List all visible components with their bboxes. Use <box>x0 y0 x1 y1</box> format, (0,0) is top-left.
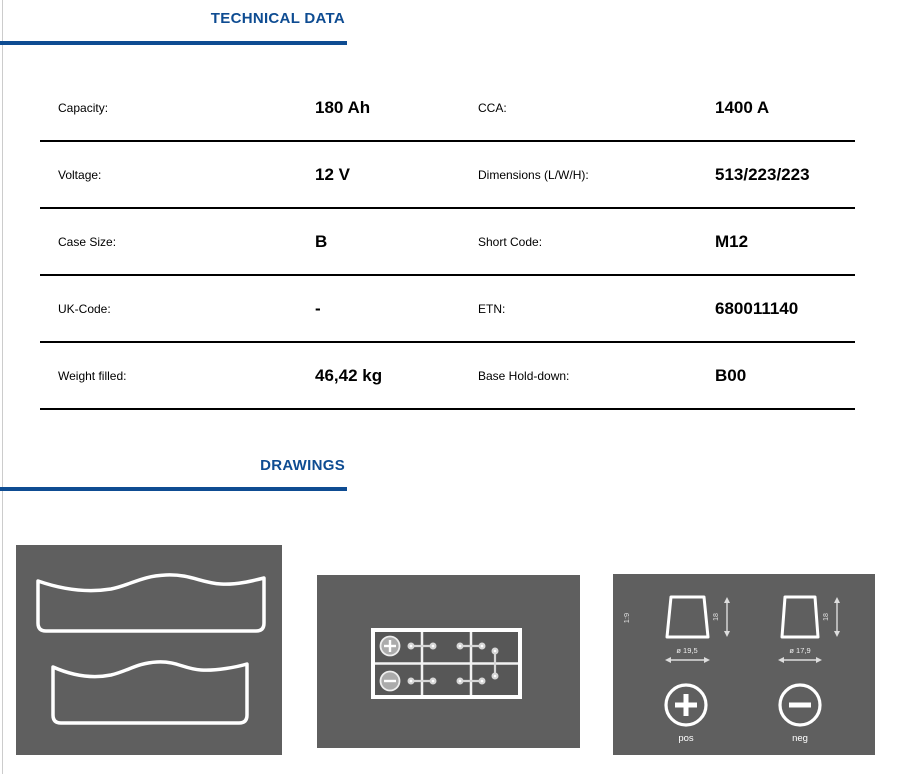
table-row <box>40 209 855 276</box>
spec-table <box>40 75 855 410</box>
pos-diameter-dimension-icon <box>665 657 710 663</box>
drawing-side-view-panel <box>16 545 282 755</box>
table-row <box>40 276 855 343</box>
battery-top-view-icon <box>317 575 580 748</box>
technical-data-underline <box>0 41 347 45</box>
spec-value: 46,42 kg <box>315 365 383 385</box>
table-row <box>40 75 855 142</box>
spec-value: 513/223/223 <box>715 164 810 184</box>
neg-label: neg <box>792 733 808 744</box>
drawings-underline <box>0 487 347 491</box>
plus-terminal-icon <box>381 637 400 656</box>
minus-terminal-icon <box>381 672 400 691</box>
drawing-terminals-panel <box>613 574 875 755</box>
pos-diameter-label: ø 19,5 <box>676 646 698 655</box>
spec-label: Weight filled: <box>58 368 127 383</box>
neg-diameter-label: ø 17,9 <box>789 646 811 655</box>
spec-value: 1400 A <box>715 97 770 117</box>
neg-height-dimension-icon <box>834 597 840 637</box>
pos-polarity-icon <box>666 685 706 725</box>
pos-height-label: 18 <box>713 613 720 621</box>
spec-value: B <box>315 231 328 251</box>
drawing-top-view-panel <box>317 575 580 748</box>
spec-value: 12 V <box>315 164 350 184</box>
spec-label: Base Hold-down: <box>478 368 570 383</box>
spec-value: 680011140 <box>715 298 799 318</box>
spec-label: Case Size: <box>58 234 117 249</box>
neg-diameter-dimension-icon <box>778 657 822 663</box>
terminal-dimensions-icon <box>613 574 875 755</box>
spec-label: UK-Code: <box>58 301 111 316</box>
scale-label: 1:9 <box>622 612 631 624</box>
table-row <box>40 142 855 209</box>
technical-data-section-title: TECHNICAL DATA <box>210 10 345 27</box>
pos-height-dimension-icon <box>724 597 730 637</box>
table-row <box>40 343 855 410</box>
neg-height-label: 18 <box>823 613 830 621</box>
spec-label: Capacity: <box>58 100 109 115</box>
battery-side-view-icon <box>16 545 282 755</box>
spec-label: Short Code: <box>478 234 543 249</box>
spec-value: - <box>315 298 321 318</box>
pos-label: pos <box>678 733 694 744</box>
neg-terminal-shape-icon <box>782 597 818 637</box>
drawings-section-title: DRAWINGS <box>260 457 345 474</box>
spec-value: 180 Ah <box>315 97 371 117</box>
pos-terminal-shape-icon <box>667 597 708 637</box>
spec-value: B00 <box>715 365 747 385</box>
neg-polarity-icon <box>780 685 820 725</box>
spec-label: CCA: <box>478 100 507 115</box>
spec-label: Dimensions (L/W/H): <box>478 167 589 182</box>
spec-value: M12 <box>715 231 749 251</box>
spec-label: ETN: <box>478 301 506 316</box>
page-left-border <box>2 0 3 774</box>
spec-label: Voltage: <box>58 167 102 182</box>
